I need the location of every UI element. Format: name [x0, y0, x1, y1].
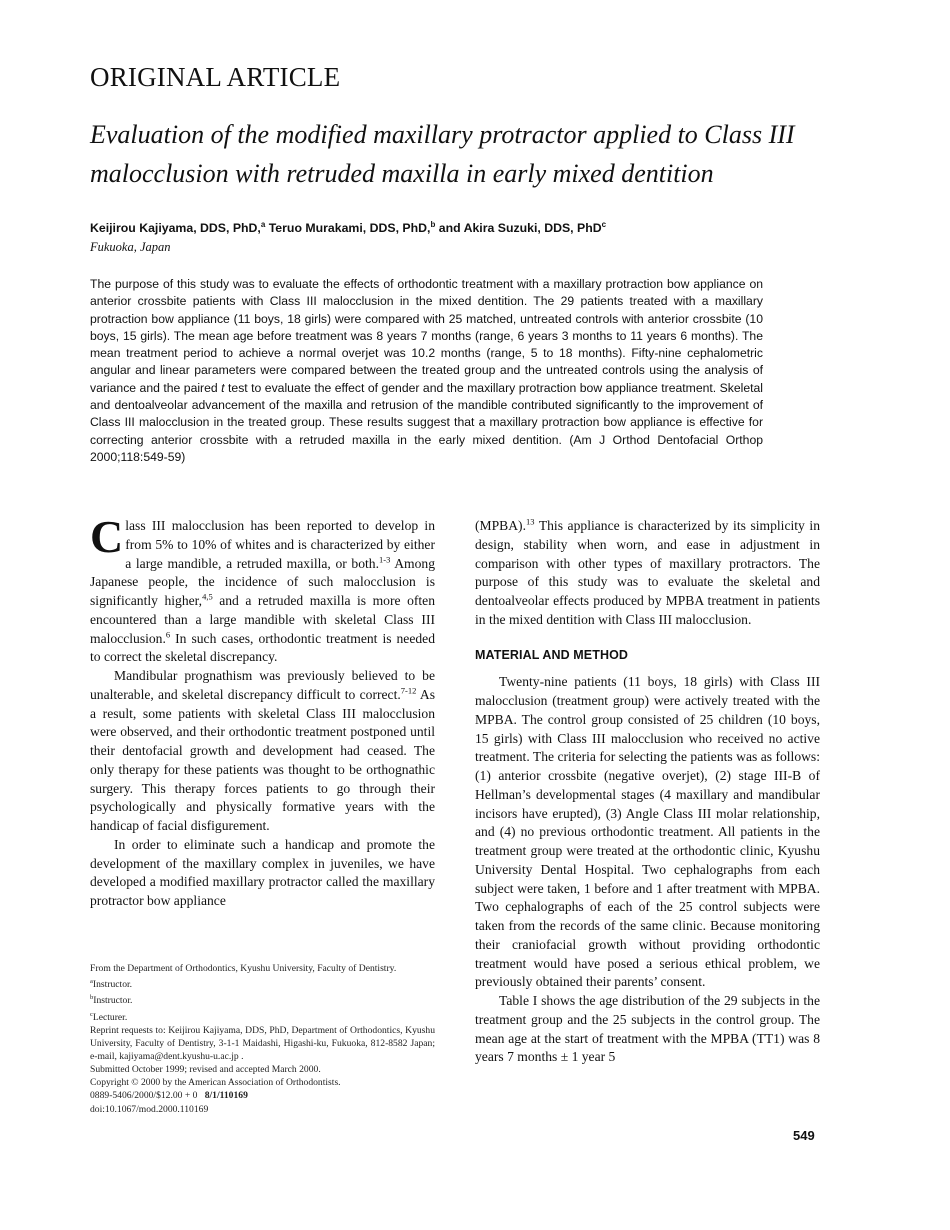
issn: 0889-5406/2000/$12.00 + 0 [90, 1090, 198, 1102]
reprint-note: Reprint requests to: Keijirou Kajiyama, DDS, PhD, Department of Orthodontics, Kyushu University, Faculty of Dentistry, 3-1-1 Maidashi, Higashi-ku, Fukuoka, 812-8582 Japan; e-mail, kajiyama@dent.kyushu-u.ac.jp . [90, 1024, 435, 1063]
paragraph-text: Mandibular prognathism was previously believed to be unalterable, and skeletal discrepancy difficult to correct. [90, 668, 435, 702]
footnote-text: Instructor. [93, 995, 133, 1007]
issn-line [90, 1089, 435, 1102]
body-paragraph: In order to eliminate such a handicap and promote the development of the maxillary complex in juveniles, we have developed a modified maxillary protractor called the maxillary protractor bow appliance [90, 836, 435, 908]
abstract-citation: (Am J Orthod Dentofacial Orthop 2000;118:549-59) [90, 432, 764, 464]
author-list [90, 220, 606, 235]
body-paragraph [90, 667, 435, 836]
body-paragraph [475, 517, 820, 630]
page-number: 549 [793, 1128, 815, 1143]
footnotes [90, 962, 435, 1116]
paragraph-text: lass III malocclusion has been reported to develop in from 5% to 10% of whites and is characterized by either a large mandible, a retruded maxilla, or both. [125, 518, 435, 571]
body-column-right [475, 517, 820, 1067]
paragraph-text: This appliance is characterized by its simplicity in design, stability when worn, and ease in adjustment in comparison with other types of maxillary protractors. The purpose of this study was to evaluate the skeletal and dentoalveolar effects produced by MPBA treatment in patients in the mixed dentition with Class III malocclusion. [475, 518, 820, 627]
author-name: Teruo Murakami, DDS, PhD, [265, 221, 431, 236]
footnote-item [90, 991, 435, 1007]
body-paragraph [90, 511, 435, 667]
submission-dates: Submitted October 1999; revised and accepted March 2000. [90, 1064, 321, 1076]
paragraph-text: Among Japanese people, the incidence of such malocclusion is significantly higher, [90, 555, 435, 608]
paragraph-text: In such cases, orthodontic treatment is needed to correct the skeletal discrepancy. [90, 630, 435, 665]
author-name: and Akira Suzuki, DDS, PhD [435, 221, 602, 236]
body-paragraph: Twenty-nine patients (11 boys, 18 girls) with Class III malocclusion (treatment group) were actively treated with the MPBA. The control group consisted of 25 children (10 boys, 15 girls) with Class III malocclusion who received no active treatment. The criteria for selecting the patients was as follows: (1) anterior crossbite (negative overjet), (2) stage III-B of Hellman’s developmental stages (4 maxillary and mandibular incisors have erupted), (3) Angle Class III molar relationship, and (4) no previous orthodontic treatment. All patients in the treatment group were treated at the orthodontic clinic, Kyushu University Dental Hospital. Two cephalographs from each subject were taken, 1 before and 1 after treatment with MPBA. Two cephalographs of each of the 25 control subjects were taken from the records of the same clinic. Because monitoring their craniofacial growth without providing orthodontic treatment would have posed a serious ethical problem, we previously obtained their parents’ consent. [475, 674, 820, 990]
affiliation-note: From the Department of Orthodontics, Kyushu University, Faculty of Dentistry. [90, 963, 397, 974]
abstract [90, 276, 763, 466]
footnote-mark: b [90, 994, 94, 1002]
footnote-mark: c [90, 1010, 93, 1018]
article-title: Evaluation of the modified maxillary protractor applied to Class III malocclusion with retruded maxilla in early mixed dentition [90, 120, 795, 188]
author-affiliation-mark: b [430, 220, 436, 229]
drop-cap: C [90, 511, 124, 562]
reference-link[interactable]: 6 [165, 628, 171, 639]
reference-link[interactable]: 13 [525, 516, 535, 527]
article-type-label: ORIGINAL ARTICLE [90, 62, 341, 92]
body-column-left [90, 511, 435, 911]
footnote-text: Lecturer. [92, 1011, 128, 1023]
abstract-italic-t: t [221, 380, 225, 395]
footnote-mark: a [90, 978, 93, 986]
author-affiliation-mark: a [260, 220, 266, 229]
author-affiliation-mark: c [601, 220, 607, 229]
author-location: Fukuoka, Japan [90, 240, 171, 254]
paragraph-text: and a retruded maxilla is more often encountered than a large mandible with skeletal Class III malocclusion. [90, 593, 435, 646]
footnote-text: Instructor. [92, 979, 133, 991]
body-paragraph: Table I shows the age distribution of the 29 subjects in the treatment group and the 25 subjects in the control group. The mean age at the start of treatment with the MPBA (TT1) was 8 years 7 months ± 1 year 5 [475, 993, 820, 1065]
footnote-item [90, 1008, 435, 1024]
section-heading: MATERIAL AND METHOD [475, 647, 629, 662]
article-code: 8/1/110169 [204, 1090, 248, 1102]
abstract-text: The purpose of this study was to evaluate the effects of orthodontic treatment with a maxillary protraction bow appliance on anterior crossbite patients with Class III malocclusion in the mixed dentition. The 29 patients treated with a maxillary protraction bow appliance (11 boys, 18 girls) were compared with 25 matched, untreated controls with anterior crossbite (10 boys, 15 girls). The mean age before treatment was 8 years 7 months (range, 6 years 3 months to 11 years 6 months). The mean treatment period to achieve a normal overjet was 10.2 months (range, 5 to 18 months). Fifty-nine cephalometric angular and linear parameters were compared between the treated group and the untreated controls using the analysis of variance and the paired [90, 277, 763, 395]
copyright-note: Copyright © 2000 by the American Association of Orthodontists. [90, 1077, 341, 1089]
author-name: Keijirou Kajiyama, DDS, PhD, [90, 221, 261, 236]
footnote-item [90, 975, 435, 991]
doi[interactable]: doi:10.1067/mod.2000.110169 [90, 1103, 209, 1115]
paragraph-text: As a result, some patients with skeletal Class III malocclusion were observed, and their orthodontic treatment postponed until their dentofacial growth and development had ceased. The only therapy for these patients was thought to be orthognathic surgery. This therapy forces patients to go through their psychologically and physically formative years with the handicap of facial disfigurement. [90, 686, 435, 833]
reference-link[interactable]: 1-3 [378, 553, 391, 564]
paragraph-text: (MPBA). [475, 518, 526, 533]
abstract-text: test to evaluate the effect of gender and the maxillary protraction bow appliance treatment. Skeletal and dentoalveolar advancement of the maxilla and retrusion of the mandible contributed significantly to the improvement of Class III malocclusion in the treated group. These results suggest that a maxillary protraction bow appliance is effective for correcting anterior crossbite with a retruded maxilla in the early mixed dentition. [90, 380, 763, 447]
reference-link[interactable]: 4,5 [202, 591, 213, 602]
reference-link[interactable]: 7-12 [400, 685, 417, 696]
